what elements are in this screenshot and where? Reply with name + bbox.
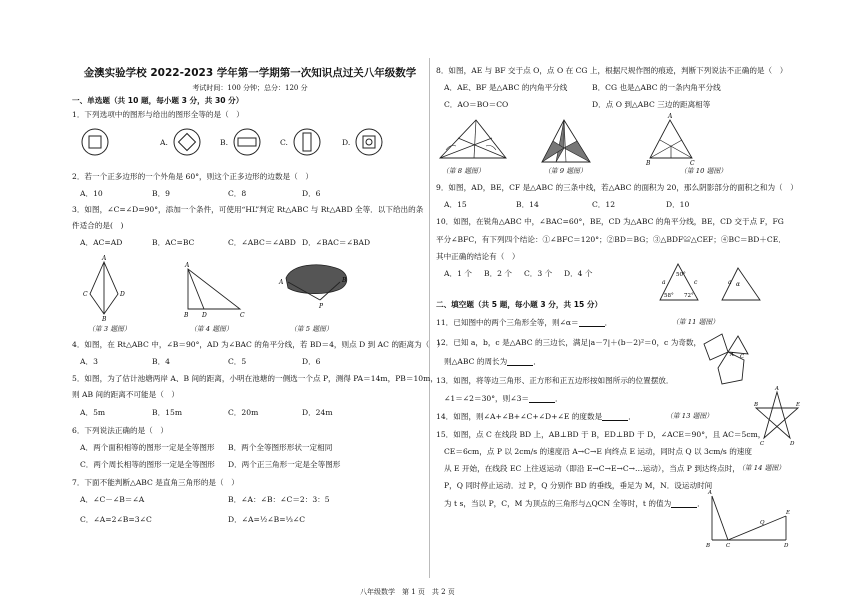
svg-text:50°: 50°: [676, 272, 686, 278]
svg-text:C: C: [740, 354, 745, 360]
q2-opt-a: A．10: [80, 189, 103, 198]
svg-text:B: B: [184, 312, 189, 319]
q11: 11．已知图中的两个三角形全等，则∠α＝ ．: [436, 318, 613, 327]
figure-15-diagram: [700, 492, 790, 548]
figure-4-right-triangle: [182, 262, 252, 319]
svg-text:B: B: [102, 316, 107, 323]
q7-opt-c: C．∠A=2∠B=3∠C: [80, 515, 152, 524]
q9-opt-c: C．12: [592, 200, 616, 209]
q3-opt-a: A．AC=AD: [80, 238, 123, 247]
exam-title: 金澳实验学校 2022-2023 学年第一学期第一次知识点过关八年级数学: [83, 67, 417, 79]
svg-text:72°: 72°: [684, 293, 694, 299]
svg-text:A: A: [708, 490, 712, 496]
q4-opt-a: A．3: [80, 357, 98, 366]
svg-text:A: A: [668, 113, 673, 120]
svg-text:a: a: [728, 279, 732, 286]
q15-line5: 为 t s，当以 P，C，M 为顶点的三角形与△QCN 全等时，t 的值为 ．: [444, 499, 705, 508]
q1-opt-b: B.: [220, 138, 228, 147]
svg-text:D: D: [790, 441, 795, 447]
q10-line3: 其中正确的结论有（ ）: [436, 252, 520, 261]
q5-opt-a: A．5m: [80, 408, 106, 417]
q14: 14．如图，则∠A+∠B+∠C+∠D+∠E 的度数是 ．: [436, 412, 636, 421]
svg-text:C: C: [726, 543, 731, 549]
figure-10-triangle: [646, 113, 696, 167]
q4: 4．如图，在 Rt△ABC 中，∠B＝90°，AD 为∠BAC 的角平分线，若 BD＝4，则点 D 到 AC 的距离为（ ）: [72, 340, 445, 349]
figure-10-caption: （第 10 题图）: [680, 167, 727, 175]
svg-text:a: a: [662, 279, 666, 286]
q2-opt-d: D．6: [302, 189, 321, 198]
figure-11-caption: （第 11 题图）: [672, 318, 719, 326]
svg-text:B: B: [754, 402, 759, 408]
svg-text:A: A: [185, 262, 190, 269]
svg-text:C: C: [240, 312, 245, 319]
svg-text:C: C: [690, 160, 695, 167]
q10-line1: 10．如图，在锐角△ABC 中，∠BAC=60°，BE，CD 为△ABC 的角平分线，BE，CD 交于点 F，FG: [436, 217, 784, 226]
svg-text:P: P: [319, 303, 324, 310]
svg-text:A: A: [102, 255, 107, 262]
q8: 8．如图，AE 与 BF 交于点 O，点 O 在 CG 上，根据尺规作图的痕迹，判断下列说法不正确的是（ ）: [436, 66, 788, 75]
svg-text:C: C: [83, 291, 88, 298]
q1-opt-a-figure: [172, 127, 202, 157]
q5-line2: 则 AB 间的距离不可能是（ ）: [72, 390, 180, 399]
section-choice: 一、单选题（共 10 题，每小题 3 分，共 30 分）: [72, 96, 244, 105]
q9-opt-a: A．15: [444, 200, 467, 209]
figure-9-caption: （第 9 题图）: [544, 167, 587, 175]
section-fill: 二、填空题（共 5 题，每小题 3 分，共 15 分）: [436, 300, 603, 309]
q9: 9．如图，AD，BE，CF 是△ABC 的三条中线，若△ABC 的面积为 20，那么阴影部分的面积之和为（ ）: [436, 183, 798, 192]
q6-opt-b: B．两个全等图形形状一定相同: [228, 443, 333, 452]
q1-opt-b-figure: [232, 127, 262, 157]
svg-text:D: D: [784, 543, 789, 549]
figure-5-caption: （第 5 题图）: [290, 325, 333, 333]
q3-opt-d: D．∠BAC＝∠BAD: [302, 238, 371, 247]
svg-text:E: E: [796, 402, 801, 408]
q4-opt-d: D．6: [302, 357, 321, 366]
svg-text:A: A: [775, 386, 779, 392]
q4-opt-b: B．4: [152, 357, 171, 366]
q1-opt-d-figure: [354, 127, 384, 157]
svg-text:c: c: [694, 279, 698, 286]
q1-opt-c: C.: [280, 138, 288, 147]
svg-text:C: C: [760, 441, 765, 447]
svg-text:58°: 58°: [664, 293, 674, 299]
svg-text:D: D: [120, 291, 125, 298]
q1: 1．下列选项中的图形与给出的图形全等的是（ ）: [72, 110, 244, 119]
figure-13-polygons: [700, 330, 760, 392]
q8-opt-a: A．AE、BF 是△ABC 的内角平分线: [444, 83, 568, 92]
figure-4-caption: （第 4 题图）: [190, 325, 233, 333]
q9-opt-d: D．10: [666, 200, 690, 209]
figure-9-medians: [538, 116, 594, 168]
q6-opt-d: D．两个正三角形一定是全等图形: [228, 460, 341, 469]
svg-text:A: A: [730, 352, 734, 358]
q13-line1: 13．如图，将等边三角形、正方形和正五边形按如图所示的位置摆放．: [436, 376, 674, 385]
q4-opt-c: C．5: [228, 357, 247, 366]
svg-text:Q: Q: [760, 520, 765, 526]
q3-line2: 件适合的是( ): [72, 221, 124, 230]
q7: 7．下面不能判断△ABC 是直角三角形的是（ ）: [72, 478, 239, 487]
q8-opt-c: C．AO＝BO＝CO: [444, 100, 509, 109]
q6-opt-c: C．两个周长相等的图形一定是全等图形: [80, 460, 215, 469]
q12-line2: 则△ABC 的周长为 ．: [444, 357, 541, 366]
q2-opt-b: B．9: [152, 189, 171, 198]
q6: 6．下列说法正确的是（ ）: [72, 426, 168, 435]
q6-opt-a: A．两个面积相等的图形一定是全等图形: [80, 443, 215, 452]
q13-line2: ∠1＝∠2＝30°，则∠3＝ ．: [444, 394, 563, 403]
q15-line3: 从 E 开始，在线段 EC 上往返运动（即沿 E→C→E→C→…运动），当点 P 到达终点时，: [444, 464, 740, 473]
column-divider: [429, 58, 430, 578]
svg-text:D: D: [202, 312, 207, 319]
q7-opt-a: A．∠C－∠B＝∠A: [80, 495, 145, 504]
q5-opt-d: D．24m: [302, 408, 333, 417]
svg-text:B: B: [706, 543, 711, 549]
q10-opt-d: D．4 个: [564, 269, 593, 278]
q8-opt-d: D．点 O 到△ABC 三边的距离相等: [592, 100, 711, 109]
q3-opt-c: C．∠ABC＝∠ABD: [228, 238, 296, 247]
q15-line2: CE＝6cm，点 P 以 2cm/s 的速度沿 A→C→E 向终点 E 运动，同时点 Q 以 3cm/s 的速度: [444, 447, 752, 456]
page-footer: 八年级数学 第 1 页 共 2 页: [360, 588, 455, 596]
q1-opt-a: A.: [160, 138, 168, 147]
q1-opt-c-figure: [292, 127, 322, 157]
q7-opt-b: B．∠A：∠B：∠C＝2：3：5: [228, 495, 330, 504]
q2: 2．若一个正多边形的一个外角是 60°，则这个正多边形的边数是（ ）: [72, 172, 313, 181]
q7-opt-d: D．∠A=½∠B=⅓∠C: [228, 515, 306, 524]
q9-opt-b: B．14: [516, 200, 539, 209]
figure-13-caption: （第 13 题图）: [666, 412, 713, 420]
exam-meta: 考试时间：100 分钟；总分：120 分: [192, 84, 308, 92]
svg-text:B: B: [646, 160, 651, 167]
figure-3-kite: [82, 255, 132, 323]
q8-opt-b: B．CG 也是△ABC 的一条内角平分线: [592, 83, 721, 92]
figure-14-caption: （第 14 题图）: [738, 464, 785, 472]
q5-opt-c: C．20m: [228, 408, 259, 417]
q3-line1: 3．如图，∠C=∠D=90°，添加一个条件，可使用“HL”判定 Rt△ABC 与 Rt△ABD 全等．以下给出的条: [72, 205, 424, 214]
svg-text:A: A: [279, 279, 284, 286]
figure-11-two-triangles: [656, 262, 766, 304]
figure-3-caption: （第 3 题图）: [88, 325, 131, 333]
q15-line1: 15．如图，点 C 在线段 BD 上，AB⊥BD 于 B，ED⊥BD 于 D，∠ACE＝90°，且 AC＝5cm，: [436, 430, 766, 439]
svg-text:α: α: [736, 281, 741, 288]
q1-opt-d: D.: [342, 138, 351, 147]
svg-text:E: E: [786, 510, 791, 516]
figure-5-pond: [278, 262, 358, 310]
figure-8-caption: （第 8 题图）: [442, 167, 485, 175]
q1-given-figure: [80, 127, 110, 157]
svg-text:B: B: [342, 277, 347, 284]
q10-line2: 平分∠BFC，有下列四个结论：①∠BFC＝120°；②BD＝BG；③△BDF≌△CEF；④BC＝BD＋CE．: [436, 235, 786, 244]
q12-line1: 12．已知 a，b，c 是△ABC 的三边长，满足|a－7|＋(b－2)²＝0，c 为奇数，: [436, 338, 702, 347]
q2-opt-c: C．8: [228, 189, 247, 198]
q15-line4: P，Q 同时停止运动．过 P，Q 分别作 BD 的垂线，垂足为 M，N．设运动时间: [444, 481, 713, 490]
q10-opt-a: A．1 个: [444, 269, 472, 278]
q3-opt-b: B．AC=BC: [152, 238, 195, 247]
figure-8-triangle-bisectors: [436, 116, 512, 164]
q5-line1: 5．如图，为了估计池塘两岸 A、B 间的距离，小明在池塘的一侧选一个点 P，测得 PA＝14m，PB＝10m，: [72, 374, 438, 383]
q10-opt-c: C．3 个: [524, 269, 553, 278]
q5-opt-b: B．15m: [152, 408, 183, 417]
q10-opt-b: B．2 个: [484, 269, 513, 278]
